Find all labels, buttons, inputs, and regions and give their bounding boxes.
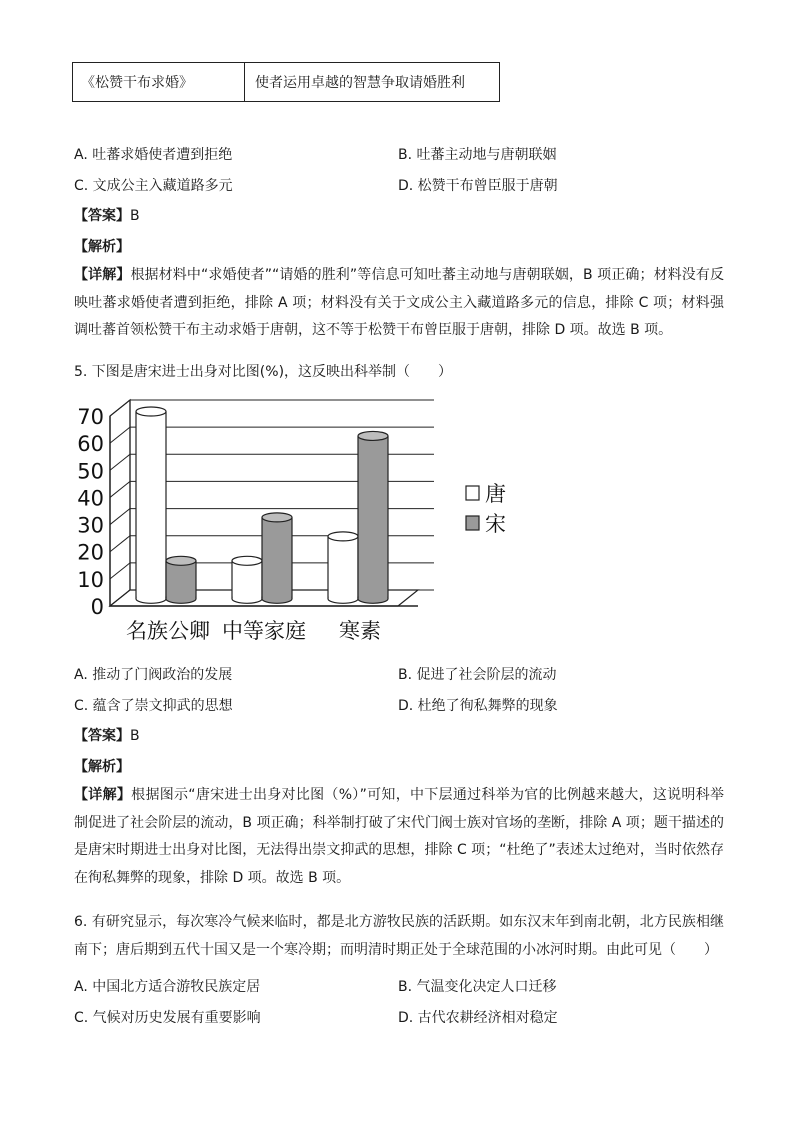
bar-fill [329,536,358,598]
bar-song-1 [262,513,292,603]
bar-chart [77,388,520,648]
y-tick-label: 10 [77,567,104,592]
y-tick-label: 50 [77,459,104,484]
chart-x-labels [126,619,381,643]
bar-fill [233,561,262,599]
legend-label-1: 宋 [485,512,506,536]
detail-label: 【详解】 [74,267,131,283]
q5-detail [74,782,724,892]
detail-text: 根据图示“唐宋进士出身对比图（%）”可知，中下层通过科举为官的比例越来越大，这说明科举制促进了社会阶层的流动，B 项正确；科举制打破了宋代门阀士族对官场的垄断，排除 A 项；题干描述的是唐宋时期进士出身对比图，无法得出崇文抑武的思想，排除 C 项；“杜绝了”表述太过绝对，当时依然存在徇私舞弊的现象，排除 D 项。故选 B 项。 [74,787,725,886]
table-cell-title: 《松赞干布求婚》 [73,63,245,101]
legend-swatch-0 [466,486,479,500]
q4-detail [74,262,724,345]
table-cell-content: 使者运用卓越的智慧争取请婚胜利 [255,75,465,91]
q5-analysis-label: 【解析】 [74,759,130,775]
bar-fill [137,412,166,599]
bar-top [232,556,262,565]
answer-label: 【答案】 [74,728,130,744]
detail-label: 【详解】 [74,787,132,803]
bar-fill [359,436,388,599]
q4-answer [74,205,140,225]
q5-option-d: D. 杜绝了徇私舞弊的现象 [398,698,558,714]
q5-option-c: C. 蕴含了崇文抑武的思想 [74,698,233,714]
legend-label-0: 唐 [485,482,506,506]
bar-top [136,407,166,416]
y-tick-label: 0 [90,595,104,619]
bar-song-0 [166,556,196,603]
q6-option-a: A. 中国北方适合游牧民族定居 [74,979,261,995]
chart-side-wall [110,400,130,606]
bar-top [358,431,388,440]
bar-top [262,513,292,522]
y-tick-label: 30 [77,513,104,538]
chart-y-ticks [77,405,104,619]
q6-option-c: C. 气候对历史发展有重要影响 [74,1010,261,1026]
bar-song-2 [358,431,388,603]
q6-option-b: B. 气温变化决定人口迁移 [398,979,557,995]
q5-option-a: A. 推动了门阀政治的发展 [74,667,233,683]
legend-swatch-1 [466,516,479,530]
bar-tang-1 [232,556,262,603]
q6-option-d: D. 古代农耕经济相对稳定 [398,1010,558,1026]
detail-text: 根据材料中“求婚使者”“请婚的胜利”等信息可知吐蕃主动地与唐朝联姻，B 项正确；材料没有反映吐蕃求婚使者遭到拒绝，排除 A 项；材料没有关于文成公主入藏道路多元的信息，排除 C 项；材料强调吐蕃首领松赞干布主动求婚于唐朝，这不等于松赞干布曾臣服于唐朝，排除 D 项。故选 B 项。 [74,267,724,338]
bar-fill [263,517,292,598]
chart-legend [466,482,506,536]
q4-option-b: B. 吐蕃主动地与唐朝联姻 [398,147,557,163]
bar-top [328,532,358,541]
q4-option-d: D. 松赞干布曾臣服于唐朝 [398,178,558,194]
material-table [72,62,500,102]
q6-question: 6. 有研究显示，每次寒冷气候来临时，都是北方游牧民族的活跃期。如东汉末年到南北朝，北方民族相继南下；唐后期到五代十国又是一个寒冷期；而明清时期正处于全球范围的小冰河时期。由此可见（ ） [74,914,724,958]
answer-label: 【答案】 [74,208,130,224]
bar-fill [167,561,196,599]
q4-analysis-label: 【解析】 [74,239,130,255]
q4-option-c: C. 文成公主入藏道路多元 [74,178,233,194]
x-tick-label: 寒素 [339,619,381,643]
x-tick-label: 名族公卿 [126,619,210,643]
q5-question: 5. 下图是唐宋进士出身对比图(%)，这反映出科举制（ ） [74,364,453,380]
bar-tang-2 [328,532,358,603]
answer-value: B [130,208,140,224]
answer-value: B [130,728,140,744]
chart-bars [136,407,388,603]
y-tick-label: 70 [77,405,104,429]
y-tick-label: 60 [77,432,104,457]
q5-option-b: B. 促进了社会阶层的流动 [398,667,557,683]
x-tick-label: 中等家庭 [222,619,306,643]
bar-top [166,556,196,565]
q4-option-a: A. 吐蕃求婚使者遭到拒绝 [74,147,233,163]
bar-tang-0 [136,407,166,603]
y-tick-label: 40 [77,486,104,511]
q5-answer [74,725,140,745]
y-tick-label: 20 [77,540,104,565]
